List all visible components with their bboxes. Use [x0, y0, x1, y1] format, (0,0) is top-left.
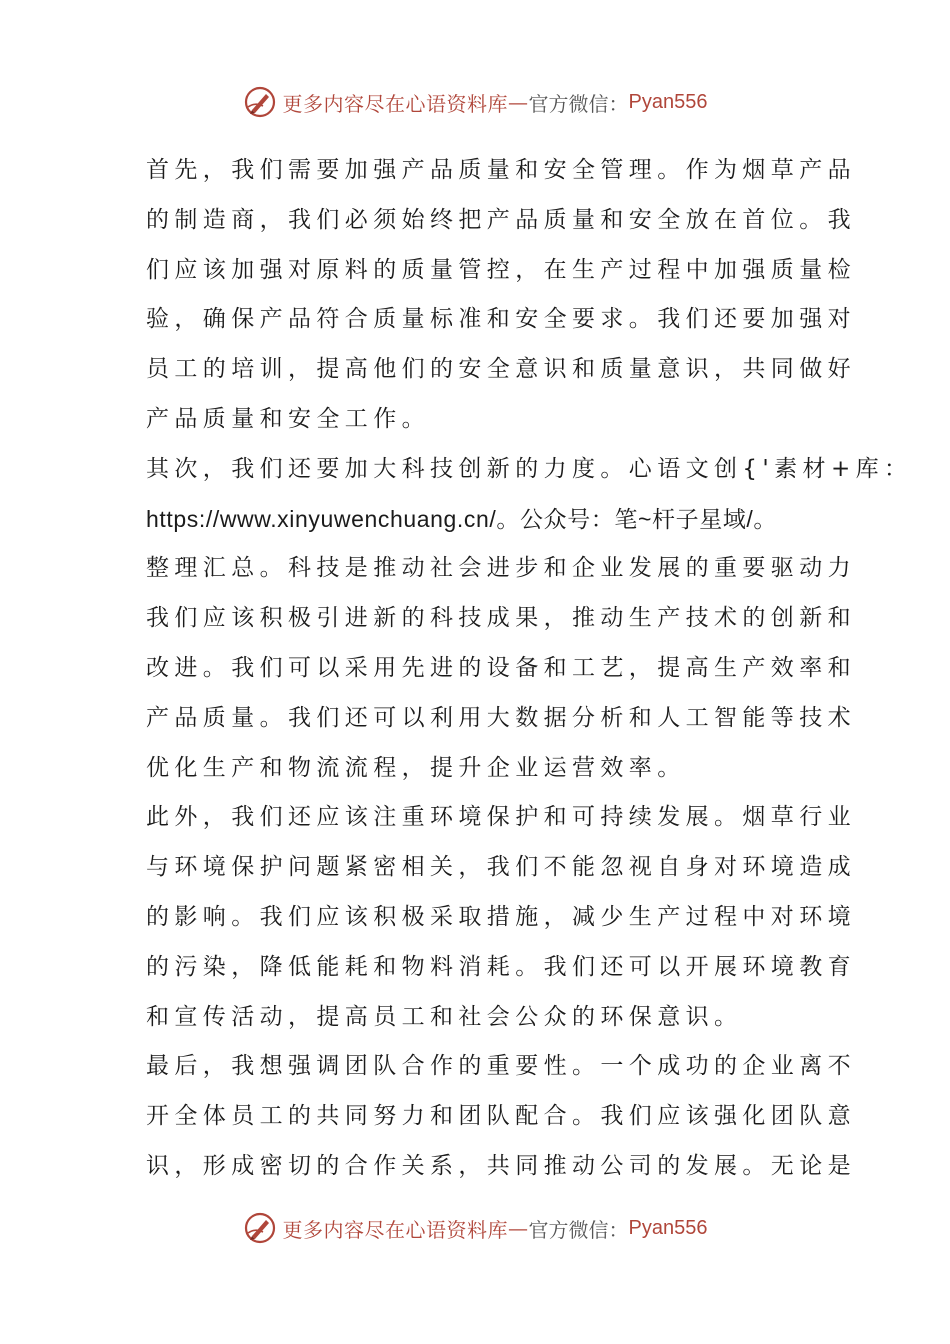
header-watermark: [0, 82, 950, 122]
text-line: 员工的培训，提高他们的安全意识和质量意识，共同做好: [146, 356, 856, 383]
text-line: 的污染，降低能耗和物料消耗。我们还可以开展环境教育: [146, 953, 856, 980]
watermark-wechat-id: Pyan556: [628, 90, 708, 113]
text-line: 整理汇总。科技是推动社会进步和企业发展的重要驱动力: [146, 555, 856, 582]
text-line: 识，形成密切的合作关系，共同推动公司的发展。无论是: [146, 1152, 856, 1179]
watermark-dash: —: [508, 90, 529, 114]
text-line: 的影响。我们应该积极采取措施，减少生产过程中对环境: [146, 903, 856, 930]
text-line-url: https://www.xinyuwenchuang.cn/。公众号：笔~杆子星域/。: [146, 505, 778, 532]
watermark-official-label: 官方微信：: [528, 91, 629, 116]
text-line: 我们应该积极引进新的科技成果，推动生产技术的创新和: [146, 605, 856, 632]
watermark-brand-text: 更多内容尽在心语资料库: [282, 1217, 509, 1242]
text-line: 的制造商，我们必须始终把产品质量和安全放在首位。我: [146, 206, 856, 233]
document-body: [146, 146, 913, 1192]
text-line: 们应该加强对原料的质量管控，在生产过程中加强质量检: [146, 256, 856, 283]
text-line: 此外，我们还应该注重环境保护和可持续发展。烟草行业: [146, 804, 856, 831]
text-line: 与环境保护问题紧密相关，我们不能忽视自身对环境造成: [146, 854, 856, 881]
text-line: 验，确保产品符合质量标准和安全要求。我们还要加强对: [146, 306, 856, 333]
text-line: 产品质量。我们还可以利用大数据分析和人工智能等技术: [146, 704, 856, 731]
text-line: 和宣传活动，提高员工和社会公众的环保意识。: [146, 1003, 743, 1030]
text-line: 其次，我们还要加大科技创新的力度。心语文创{'素材+库：: [146, 455, 913, 482]
text-line: 改进。我们可以采用先进的设备和工艺，提高生产效率和: [146, 654, 856, 681]
text-line: 产品质量和安全工作。: [146, 405, 430, 432]
watermark-wechat-id: Pyan556: [628, 1216, 708, 1239]
pen-logo-icon: [243, 1211, 277, 1245]
text-line: 开全体员工的共同努力和团队配合。我们应该强化团队意: [146, 1103, 856, 1130]
text-line: 首先，我们需要加强产品质量和安全管理。作为烟草产品: [146, 157, 856, 183]
text-line: 优化生产和物流流程，提升企业运营效率。: [146, 754, 686, 781]
footer-watermark: [0, 1208, 950, 1248]
watermark-dash: —: [508, 1216, 529, 1240]
pen-logo-icon: [243, 85, 277, 119]
watermark-brand-text: 更多内容尽在心语资料库: [282, 91, 509, 116]
text-line: 最后，我想强调团队合作的重要性。一个成功的企业离不: [146, 1053, 856, 1080]
watermark-official-label: 官方微信：: [528, 1217, 629, 1242]
